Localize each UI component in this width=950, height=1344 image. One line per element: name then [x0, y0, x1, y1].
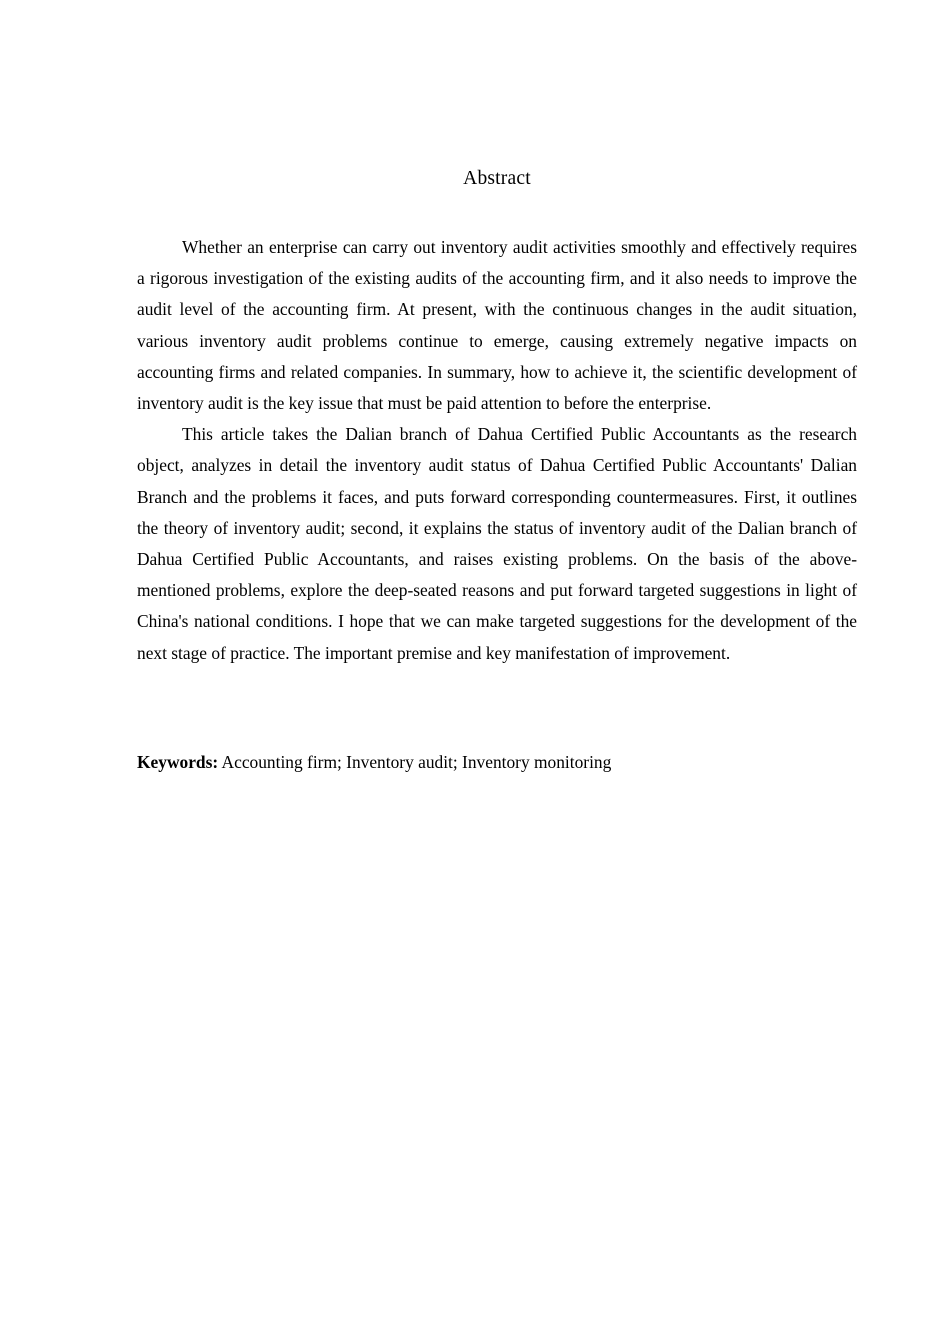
keywords-values: Accounting firm; Inventory audit; Inventory monitoring [221, 751, 612, 772]
page-title: Abstract [463, 168, 531, 189]
keywords-line [137, 669, 857, 778]
abstract-paragraph-2: This article takes the Dalian branch of Dahua Certified Public Accountants as the research object, analyzes in detail the inventory audit status of Dahua Certified Public Accountants' Dalian Branch and the problems it faces, and puts forward corresponding countermeasures. First, it outlines the theory of inventory audit; second, it explains the status of inventory audit of the Dalian branch of Dahua Certified Public Accountants, and raises existing problems. On the basis of the above-mentioned problems, explore the deep-seated reasons and put forward targeted suggestions in light of China's national conditions. I hope that we can make targeted suggestions for the development of the next stage of practice. The important premise and key manifestation of improvement. [137, 424, 857, 663]
document-content [137, 0, 857, 778]
abstract-paragraph-1: Whether an enterprise can carry out inventory audit activities smoothly and effectively requires a rigorous investigation of the existing audits of the accounting firm, and it also needs to improve the audit level of the accounting firm. At present, with the continuous changes in the audit situation, various inventory audit problems continue to emerge, causing extremely negative impacts on accounting firms and related companies. In summary, how to achieve it, the scientific development of inventory audit is the key issue that must be paid attention to before the enterprise. [137, 237, 857, 414]
abstract-body [137, 232, 857, 669]
keywords-label: Keywords: [137, 751, 219, 772]
